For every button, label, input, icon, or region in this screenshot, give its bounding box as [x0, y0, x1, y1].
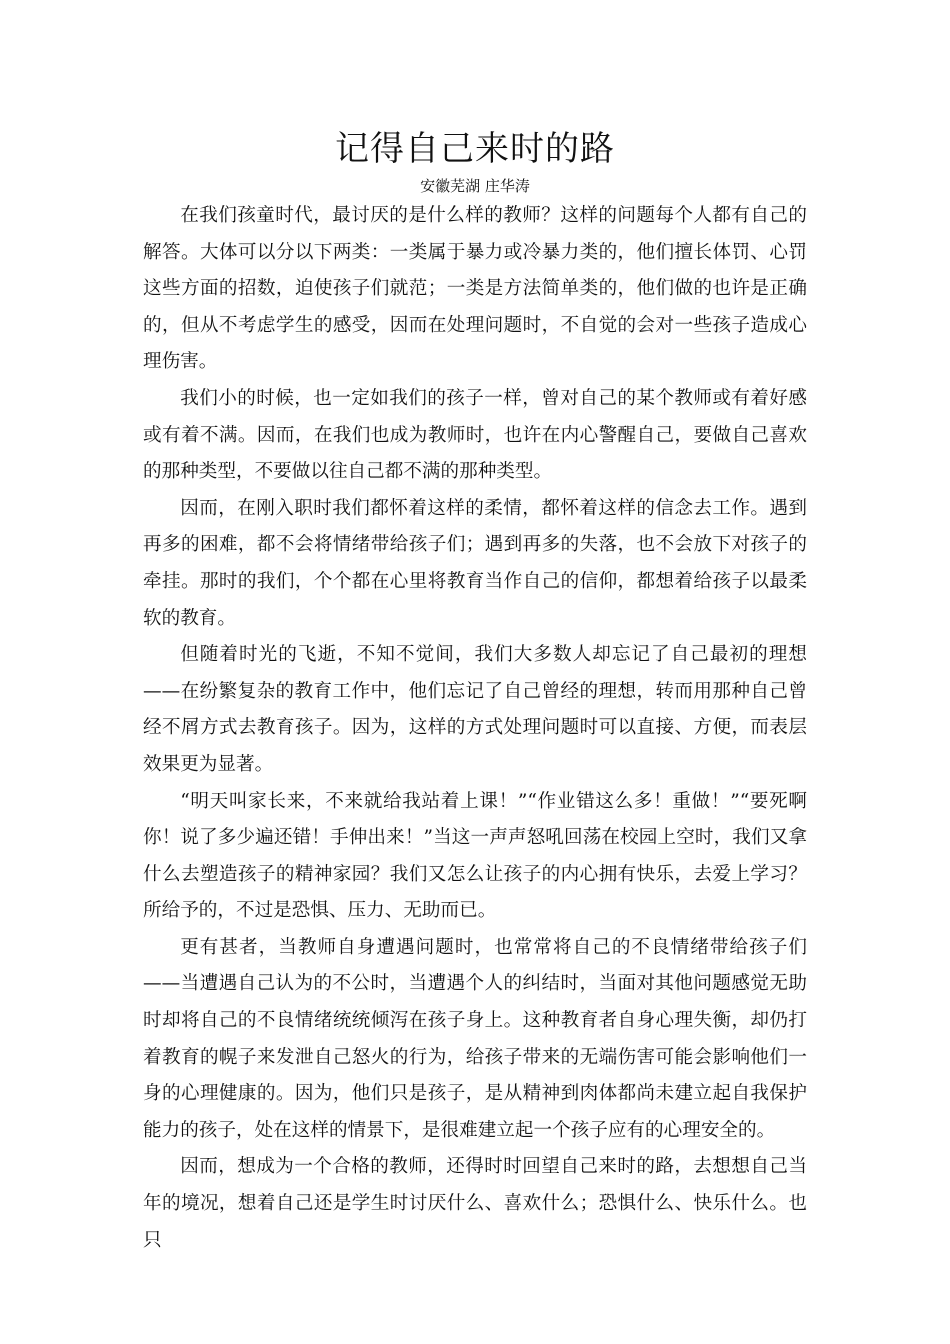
- paragraph: 但随着时光的飞逝，不知不觉间，我们大多数人却忘记了自己最初的理想——在纷繁复杂的教育工作中，他们忘记了自己曾经的理想，转而用那种自己曾经不屑方式去教育孩子。因为，这样的方式处理问题时可以直接、方便，而表层效果更为显著。: [143, 644, 807, 775]
- document-title: 记得自己来时的路: [335, 129, 615, 169]
- paragraph: 更有甚者，当教师自身遭遇问题时，也常常将自己的不良情绪带给孩子们——当遭遇自己认为的不公时，当遭遇个人的纠结时，当面对其他问题感觉无助时却将自己的不良情绪统统倾泻在孩子身上。这种教育者自身心理失衡，却仍打着教育的幌子来发泄自己怒火的行为，给孩子带来的无端伤害可能会影响他们一身的心理健康的。因为，他们只是孩子，是从精神到肉体都尚未建立起自我保护能力的孩子，处在这样的情景下，是很难建立起一个孩子应有的心理安全的。: [143, 936, 807, 1141]
- paragraph: “明天叫家长来，不来就给我站着上课！”“作业错这么多！重做！”“要死啊你！说了多少遍还错！手伸出来！”当这一声声怒吼回荡在校园上空时，我们又拿什么去塑造孩子的精神家园？我们又怎么让孩子的内心拥有快乐，去爱上学习？所给予的，不过是恐惧、压力、无助而已。: [143, 790, 807, 922]
- document-body: [143, 198, 807, 1259]
- document-author: 安徽芜湖 庄华涛: [420, 177, 530, 195]
- paragraph: 因而，想成为一个合格的教师，还得时时回望自己来时的路，去想想自己当年的境况，想着自己还是学生时讨厌什么、喜欢什么；恐惧什么、快乐什么。也只: [143, 1156, 807, 1251]
- paragraph: 因而，在刚入职时我们都怀着这样的柔情，都怀着这样的信念去工作。遇到再多的困难，都不会将情绪带给孩子们；遇到再多的失落，也不会放下对孩子的牵挂。那时的我们，个个都在心里将教育当作自己的信仰，都想着给孩子以最柔软的教育。: [143, 497, 807, 629]
- paragraph: 我们小的时候，也一定如我们的孩子一样，曾对自己的某个教师或有着好感或有着不满。因而，在我们也成为教师时，也许在内心警醒自己，要做自己喜欢的那种类型，不要做以往自己都不满的那种类型。: [143, 387, 807, 483]
- paragraph: 在我们孩童时代，最讨厌的是什么样的教师？这样的问题每个人都有自己的解答。大体可以分以下两类：一类属于暴力或冷暴力类的，他们擅长体罚、心罚这些方面的招数，迫使孩子们就范；一类是方法简单类的，他们做的也许是正确的，但从不考虑学生的感受，因而在处理问题时，不自觉的会对一些孩子造成心理伤害。: [143, 205, 807, 373]
